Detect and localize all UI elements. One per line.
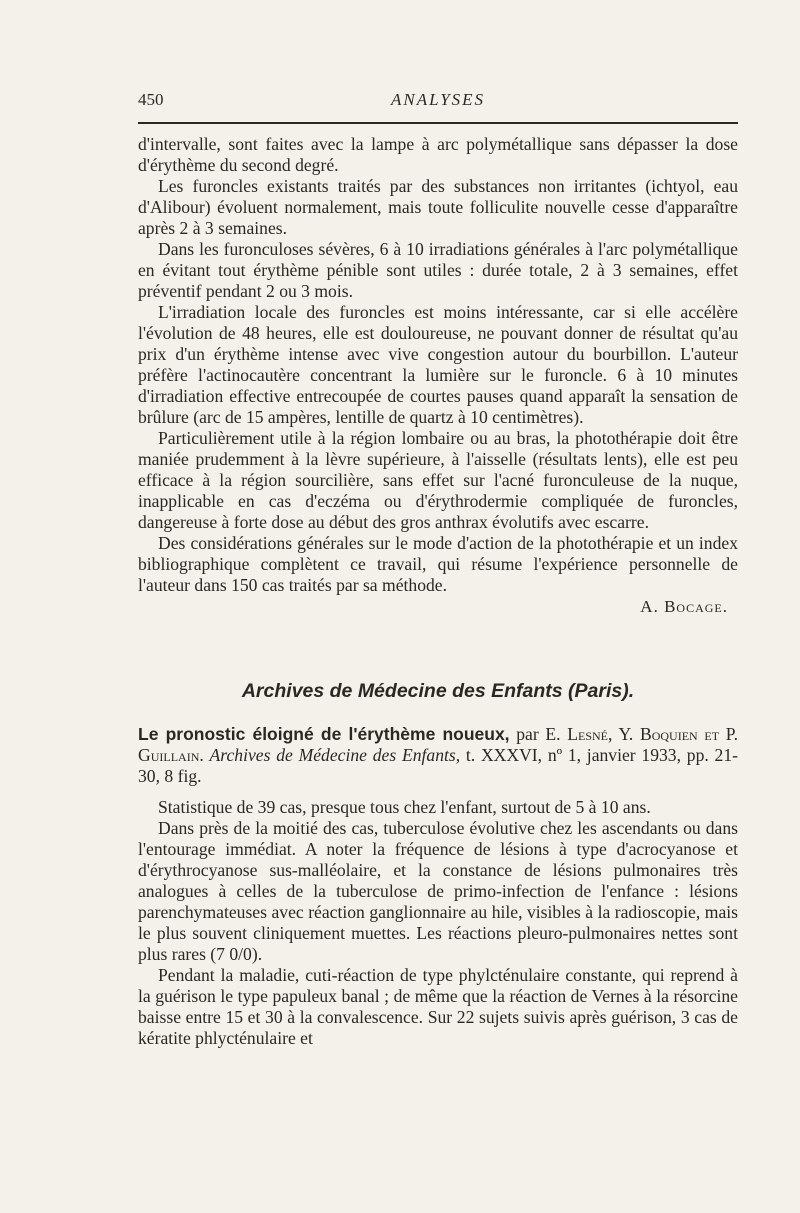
paragraph: Les furoncles existants traités par des substances non irritantes (ichtyol, eau d'Alibour) évoluent normalement, mais toute folliculite nouvelle cesse d'apparaître après 2 à 3 semaines. — [138, 176, 738, 238]
running-head — [138, 90, 738, 114]
paragraph: Des considérations générales sur le mode d'action de la photothérapie et un index bibliographique complètent ce travail, qui résume l'expérience personnelle de l'auteur dans 150 cas traités par sa méthode. — [138, 533, 738, 595]
article-by: par — [516, 724, 539, 744]
analysis-continuation — [138, 134, 738, 617]
signature: A. Bocage. — [640, 597, 728, 616]
header-rule — [138, 122, 738, 124]
paragraph: Particulièrement utile à la région lombaire ou au bras, la photothérapie doit être maniée prudemment à la lèvre supérieure, à l'aisselle (résultats lents), elle est peu efficace à la région sourcilière, sans effet sur l'acné furonculeuse de la nuque, inapplicable en cas d'eczéma ou d'érythrodermie compliquée de furoncles, dangereuse à forte dose au début des gros anthrax évolutifs avec escarre. — [138, 428, 738, 532]
article-authors: E. Lesné, Y. Boquien et P. Guillain. — [138, 724, 738, 765]
article-journal: Archives de Médecine des Enfants, — [209, 745, 461, 765]
paragraph: d'intervalle, sont faites avec la lampe à arc polymétallique sans dépasser la dose d'érythème du second degré. — [138, 134, 738, 175]
paragraph: Dans près de la moitié des cas, tuberculose évolutive chez les ascendants ou dans l'entourage immédiat. A noter la fréquence de lésions à type d'acrocyanose et d'érythrocyanose sus-malléolaire, et la constance de lésions pulmonaires très analogues à celles de la tuberculose de primo-infection de l'enfance : lésions parenchymateuses avec réaction ganglionnaire au hile, visibles à la radioscopie, mais le plus souvent cliniquement muettes. Les réactions pleuro-pulmonaires nettes sont plus rares (7 0/0). — [138, 818, 738, 964]
paragraph: L'irradiation locale des furoncles est moins intéressante, car si elle accélère l'évolution de 48 heures, elle est douloureuse, ne pouvant donner de résultat qu'au prix d'un érythème intense avec vive congestion autour du bourbillon. L'auteur préfère l'actinocautère concentrant la lumière sur le furoncle. 6 à 10 minutes d'irradiation effective entrecoupée de courtes pauses quand apparaît la sensation de brûlure (arc de 15 ampères, lentille de quartz à 10 centimètres). — [138, 302, 738, 427]
article-title: Le pronostic éloigné de l'érythème noueux, — [138, 724, 510, 744]
paragraph: Dans les furonculoses sévères, 6 à 10 irradiations générales à l'arc polymétallique en évitant tout érythème pénible sont utiles : durée totale, 2 à 3 semaines, effet préventif pendant 2 ou 3 mois. — [138, 239, 738, 301]
article-citation: t. XXXVI, nº 1, janvier 1933, pp. 21-30, 8 fig. — [138, 745, 738, 786]
journal-heading: Archives de Médecine des Enfants (Paris). — [241, 680, 635, 702]
article-reference — [138, 724, 738, 787]
page-number: 450 — [138, 90, 164, 109]
paragraph: Pendant la maladie, cuti-réaction de type phylcténulaire constante, qui reprend à la guérison le type papuleux banal ; de même que la réaction de Vernes à la résorcine baisse entre 15 et 30 à la convalescence. Sur 22 sujets suivis après guérison, 3 cas de kératite phlycténulaire et — [138, 965, 738, 1048]
article-analysis — [138, 724, 738, 1049]
spacer — [138, 787, 738, 797]
paragraph: Statistique de 39 cas, presque tous chez l'enfant, surtout de 5 à 10 ans. — [158, 797, 651, 817]
running-title: ANALYSES — [390, 90, 486, 109]
